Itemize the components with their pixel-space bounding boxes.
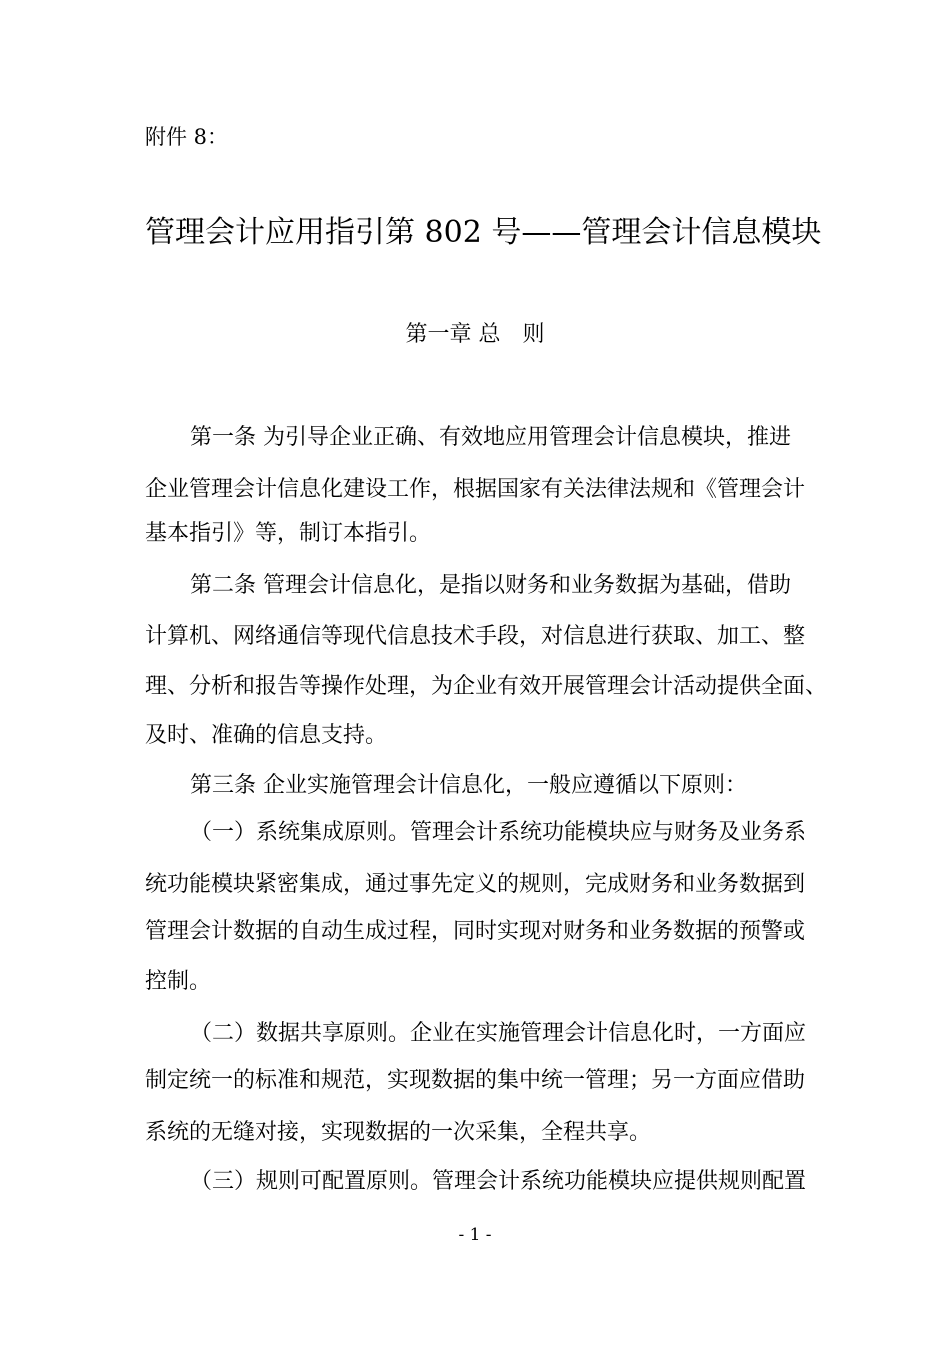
body-line: 及时、准确的信息支持。	[145, 723, 388, 748]
body-line: 管理会计数据的自动生成过程，同时实现对财务和业务数据的预警或	[145, 919, 806, 944]
page-number: - 1 -	[458, 1225, 492, 1245]
attachment-label: 附件 8：	[145, 125, 229, 149]
body-line: 第三条 企业实施管理会计信息化，一般应遵循以下原则：	[190, 773, 747, 798]
body-line: 控制。	[145, 969, 212, 994]
body-line: 第二条 管理会计信息化，是指以财务和业务数据为基础，借助	[190, 573, 791, 598]
body-line: 第一条 为引导企业正确、有效地应用管理会计信息模块，推进	[190, 425, 791, 450]
body-line: 企业管理会计信息化建设工作，根据国家有关法律法规和《管理会计	[145, 477, 806, 502]
body-line: 基本指引》等，制订本指引。	[145, 521, 432, 546]
document-title: 管理会计应用指引第 802 号——管理会计信息模块	[145, 215, 822, 250]
body-line: （一）系统集成原则。管理会计系统功能模块应与财务及业务系	[190, 820, 807, 845]
body-line: 制定统一的标准和规范，实现数据的集中统一管理；另一方面应借助	[145, 1068, 806, 1093]
body-line: （二）数据共享原则。企业在实施管理会计信息化时，一方面应	[190, 1021, 807, 1046]
body-line: 系统的无缝对接，实现数据的一次采集，全程共享。	[145, 1120, 652, 1145]
body-line: 理、分析和报告等操作处理，为企业有效开展管理会计活动提供全面、	[145, 674, 828, 699]
body-line: （三）规则可配置原则。管理会计系统功能模块应提供规则配置	[190, 1169, 807, 1194]
body-line: 统功能模块紧密集成，通过事先定义的规则，完成财务和业务数据到	[145, 872, 806, 897]
chapter-heading: 第一章 总 则	[405, 322, 545, 347]
body-line: 计算机、网络通信等现代信息技术手段，对信息进行获取、加工、整	[145, 624, 806, 649]
